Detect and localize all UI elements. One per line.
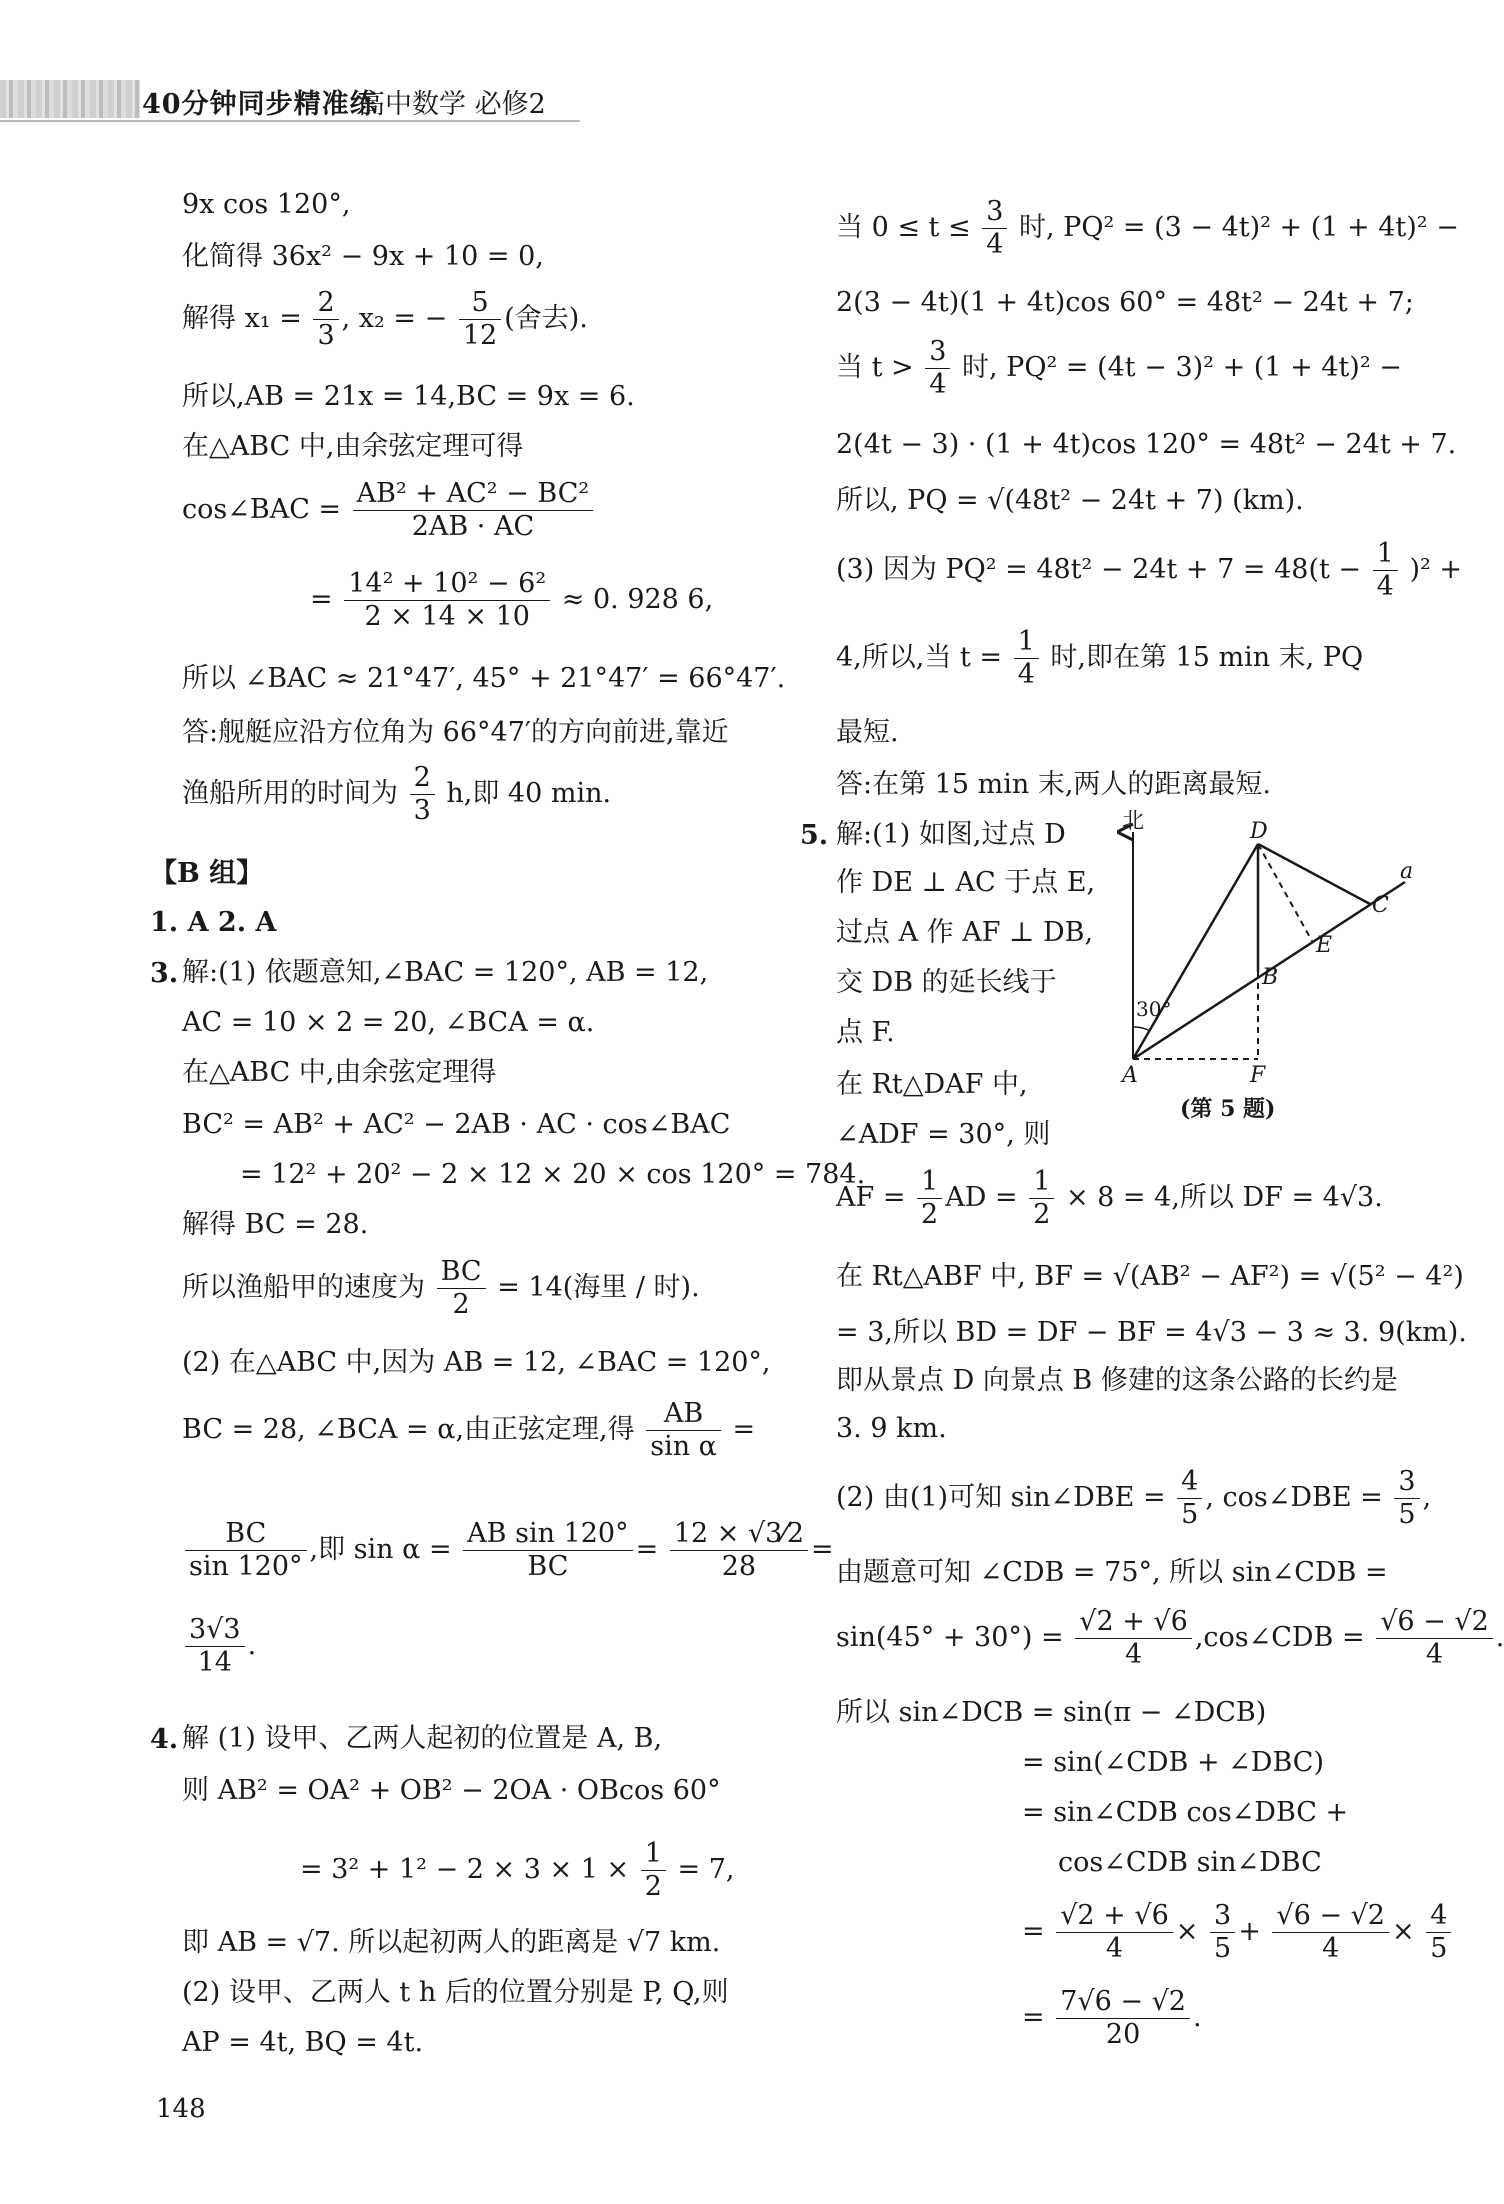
left-line-8: 所以 ∠BAC ≈ 21°47′, 45° + 21°47′ = 66°47′. — [182, 663, 786, 694]
fraction: $\frac{5}{12}$ — [459, 287, 501, 352]
fraction: $\frac{1}{2}$ — [1029, 1166, 1054, 1231]
q5-line-6: 在 Rt△DAF 中, — [836, 1069, 1028, 1100]
problem-5-figure — [1100, 809, 1430, 1130]
right-line-8: 最短. — [836, 717, 899, 748]
q5-line-16: 所以 sin∠DCB = sin(π − ∠DCB) — [836, 1697, 1267, 1728]
fraction: $\frac{\text{AB² + AC² − BC²}}{2AB \cdot AC}$ — [353, 478, 594, 543]
q3-line-11: $\frac{3√3}{14}$ . — [182, 1614, 256, 1679]
q4-line-3: = 3² + 1² − 2 × 3 × 1 × $\frac{1}{2}$ = 7, — [300, 1838, 735, 1902]
right-line-6: (3) 因为 PQ² = 48t² − 24t + 7 = 48(t − $\frac{1}{4}$ )² + — [836, 538, 1463, 602]
q4-line-2: 则 AB² = OA² + OB² − 2OA · OBcos 60° — [182, 1775, 721, 1806]
q3-line-6: 解得 BC = 28. — [182, 1209, 369, 1240]
right-line-3: 当 t > $\frac{3}{4}$ 时, PQ² = (4t − 3)² + (1 + 4t)² − — [836, 336, 1402, 400]
fraction: $\frac{4}{5}$ — [1177, 1466, 1202, 1531]
left-line-5: 在△ABC 中,由余弦定理可得 — [182, 431, 524, 462]
fraction: $\frac{1}{2}$ — [641, 1838, 666, 1903]
fraction: $\frac{2}{3}$ — [410, 762, 435, 827]
q4-line-5: (2) 设甲、乙两人 t h 后的位置分别是 P, Q,则 — [182, 1977, 729, 2008]
answers-1-2: 1. A 2. A — [150, 907, 277, 938]
problem-3-number: 3. — [150, 958, 179, 989]
left-line-2: 化简得 36x² − 9x + 10 = 0, — [182, 241, 544, 272]
q3-line-7: 所以渔船甲的速度为 $\frac{BC}{2}$ = 14(海里 / 时). — [182, 1256, 700, 1320]
right-line-9: 答:在第 15 min 末,两人的距离最短. — [836, 769, 1271, 800]
label-D: D — [1250, 819, 1268, 844]
group-b-heading: 【B 组】 — [150, 858, 264, 889]
problem-4-number: 4. — [150, 1724, 179, 1755]
problem-5-number: 5. — [800, 820, 829, 851]
fraction: $\frac{3}{5}$ — [1394, 1466, 1419, 1531]
left-line-7: = $\frac{\text{14² + 10² − 6²}}{2 \times 14 \times 10}$ ≈ 0. 928 6, — [310, 568, 714, 632]
fraction: $\frac{3}{4}$ — [925, 336, 950, 401]
header-divider — [0, 120, 580, 122]
label-E: E — [1316, 933, 1333, 958]
fraction: $\frac{2}{3}$ — [313, 287, 338, 352]
left-line-4: 所以,AB = 21x = 14,BC = 9x = 6. — [182, 381, 635, 412]
q3-line-5: = 12² + 20² − 2 × 12 × 20 × cos 120° = 784. — [240, 1159, 866, 1190]
header-series: 40分钟同步精准练 — [142, 89, 378, 120]
q5-line-2: 作 DE ⊥ AC 于点 E, — [836, 867, 1096, 898]
fraction: $\frac{AB}{\text{sin α}}$ — [646, 1398, 721, 1463]
fraction: $\frac{BC}{2}$ — [437, 1256, 486, 1321]
q5-line-17: = sin(∠CDB + ∠DBC) — [1022, 1747, 1324, 1778]
q3-line-2: AC = 10 × 2 = 20, ∠BCA = α. — [182, 1007, 595, 1038]
q5-line-5: 点 F. — [836, 1017, 895, 1048]
label-B: B — [1262, 965, 1279, 990]
fraction: $\frac{1}{4}$ — [1014, 626, 1039, 691]
left-line-1: 9x cos 120°, — [182, 189, 351, 220]
fraction: $\frac{\text{14² + 10² − 6²}}{2 \times 14 \times 10}$ — [344, 568, 550, 633]
q4-line-6: AP = 4t, BQ = 4t. — [182, 2027, 424, 2058]
q3-line-9: BC = 28, ∠BCA = α,由正弦定理,得 $\frac{AB}{\text{sin α}}$ = — [182, 1398, 756, 1462]
fraction: $\frac{3}{5}$ — [1210, 1900, 1235, 1965]
left-line-10: 渔船所用的时间为 $\frac{2}{3}$ h,即 40 min. — [182, 762, 612, 826]
fraction: $\frac{BC}{\sin 120^\circ}$ — [185, 1518, 307, 1583]
right-line-2: 2(3 − 4t)(1 + 4t)cos 60° = 48t² − 24t + 7; — [836, 287, 1414, 318]
right-line-7: 4,所以,当 t = $\frac{1}{4}$ 时,即在第 15 min 末, PQ — [836, 626, 1364, 690]
page-number: 148 — [156, 2094, 206, 2124]
q5-line-11: 即从景点 D 向景点 B 修建的这条公路的长约是 — [836, 1365, 1398, 1396]
label-F: F — [1250, 1063, 1266, 1088]
label-north: 北 — [1122, 809, 1145, 834]
fraction: $\frac{√6 - √2}{4}$ — [1376, 1606, 1493, 1671]
label-a: a — [1400, 859, 1414, 884]
q4-line-1: 解 (1) 设甲、乙两人起初的位置是 A, B, — [182, 1723, 663, 1754]
left-line-6: cos∠BAC = $\frac{\text{AB² + AC² − BC²}}{2AB \cdot AC}$ — [182, 478, 596, 543]
q5-line-13: (2) 由(1)可知 sin∠DBE = $\frac{4}{5}$ , cos∠DBE = $\frac{3}{5}$ , — [836, 1466, 1432, 1530]
q5-line-12: 3. 9 km. — [836, 1413, 947, 1444]
angle-arc — [1133, 1027, 1150, 1031]
figure-caption: (第 5 题) — [1180, 1096, 1276, 1122]
right-line-1: 当 0 ≤ t ≤ $\frac{3}{4}$ 时, PQ² = (3 − 4t)² + (1 + 4t)² − — [836, 196, 1459, 260]
fraction: $\frac{7√6 - √2}{20}$ — [1056, 1986, 1190, 2051]
q3-line-10: $\frac{BC}{\sin 120^\circ}$ ,即 sin α = $\frac{\text{AB sin 120°}}{BC}$ = $\frac{12 \times √3⁄2}{28}$ = — [182, 1518, 834, 1583]
fraction: $\frac{\text{AB sin 120°}}{BC}$ — [463, 1518, 632, 1583]
q5-line-10: = 3,所以 BD = DF − BF = 4√3 − 3 ≈ 3. 9(km). — [836, 1317, 1467, 1348]
q5-line-4: 交 DB 的延长线于 — [836, 967, 1057, 998]
header-subject: 高中数学 必修2 — [358, 89, 546, 120]
q5-line-19: cos∠CDB sin∠DBC — [1058, 1847, 1322, 1878]
left-line-3: 解得 x₁ = $\frac{2}{3}$ , x₂ = − $\frac{5}{12}$ (舍去). — [182, 287, 588, 351]
q5-line-1: 解:(1) 如图,过点 D — [836, 819, 1066, 850]
fraction: $\frac{√2 + √6}{4}$ — [1075, 1606, 1192, 1671]
label-angle: 30° — [1136, 997, 1172, 1021]
q5-line-18: = sin∠CDB cos∠DBC + — [1022, 1797, 1349, 1828]
q3-line-8: (2) 在△ABC 中,因为 AB = 12, ∠BAC = 120°, — [182, 1347, 771, 1378]
q3-line-4: BC² = AB² + AC² − 2AB · AC · cos∠BAC — [182, 1109, 731, 1140]
q3-line-3: 在△ABC 中,由余弦定理得 — [182, 1057, 497, 1088]
label-A: A — [1122, 1063, 1138, 1088]
q3-line-1: 解:(1) 依题意知,∠BAC = 120°, AB = 12, — [182, 957, 709, 988]
header-decoration — [0, 80, 140, 118]
q5-line-15: sin(45° + 30°) = $\frac{√2 + √6}{4}$ ,cos∠CDB = $\frac{√6 - √2}{4}$ . — [836, 1606, 1504, 1670]
q5-line-21: = $\frac{7√6 - √2}{20}$ . — [1022, 1986, 1202, 2050]
fraction: $\frac{1}{4}$ — [1373, 538, 1398, 603]
fraction: $\frac{3√3}{14}$ — [185, 1614, 245, 1679]
label-C: C — [1372, 893, 1389, 918]
q5-line-3: 过点 A 作 AF ⊥ DB, — [836, 917, 1094, 948]
q4-line-4: 即 AB = √7. 所以起初两人的距离是 √7 km. — [182, 1927, 721, 1958]
fraction: $\frac{√2 + √6}{4}$ — [1056, 1900, 1173, 1965]
right-line-5: 所以, PQ = √(48t² − 24t + 7) (km). — [836, 485, 1304, 516]
fraction: $\frac{12 \times √3⁄2}{28}$ — [670, 1518, 808, 1583]
fraction: $\frac{4}{5}$ — [1426, 1900, 1451, 1965]
q5-line-7: ∠ADF = 30°, 则 — [836, 1119, 1051, 1150]
line-AD — [1133, 844, 1258, 1059]
left-line-9: 答:舰艇应沿方位角为 66°47′的方向前进,靠近 — [182, 717, 729, 748]
right-line-4: 2(4t − 3) · (1 + 4t)cos 120° = 48t² − 24t + 7. — [836, 429, 1457, 460]
q5-line-14: 由题意可知 ∠CDB = 75°, 所以 sin∠CDB = — [836, 1557, 1388, 1588]
q5-line-8: AF = $\frac{1}{2}$ AD = $\frac{1}{2}$ × 8 = 4,所以 DF = 4√3. — [836, 1166, 1383, 1230]
q5-line-20: = $\frac{√2 + √6}{4}$ × $\frac{3}{5}$ + $\frac{√6 - √2}{4}$ × $\frac{4}{5}$ — [1022, 1900, 1454, 1965]
fraction: $\frac{1}{2}$ — [917, 1166, 942, 1231]
fraction: $\frac{√6 - √2}{4}$ — [1272, 1900, 1389, 1965]
q5-line-9: 在 Rt△ABF 中, BF = √(AB² − AF²) = √(5² − 4²) — [836, 1261, 1464, 1292]
fraction: $\frac{3}{4}$ — [982, 196, 1007, 261]
